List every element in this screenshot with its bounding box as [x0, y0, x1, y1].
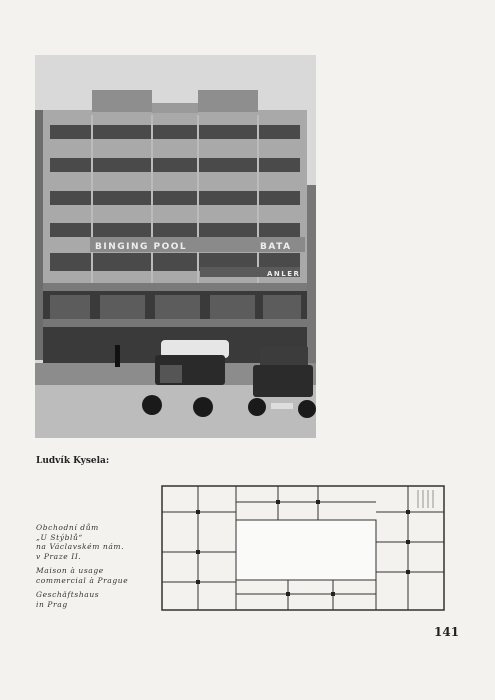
floor-plan: [158, 482, 448, 614]
caption-german: [36, 590, 156, 609]
caption-line: na Václavském nám.: [36, 542, 125, 551]
building-photo: [35, 55, 316, 438]
photo-sign-lower: ANLER: [267, 270, 301, 278]
caption: [36, 523, 156, 614]
caption-line: „U Stýblů“: [36, 532, 83, 542]
author-name: Ludvík Kysela:: [36, 456, 110, 466]
caption-line: in Prag: [36, 599, 68, 609]
photo-sign-upper-right: BATA: [260, 242, 292, 252]
caption-line: commercial à Prague: [36, 575, 129, 585]
caption-line: Obchodní dům: [36, 523, 99, 532]
caption-czech: [36, 523, 156, 561]
photo-sign-upper: BINGING POOL: [95, 242, 188, 252]
caption-french: [36, 566, 156, 585]
caption-line: Maison à usage: [36, 566, 104, 575]
caption-line: Geschäftshaus: [36, 590, 100, 599]
page-number: 141: [434, 625, 460, 639]
caption-line: v Praze II.: [36, 551, 82, 561]
